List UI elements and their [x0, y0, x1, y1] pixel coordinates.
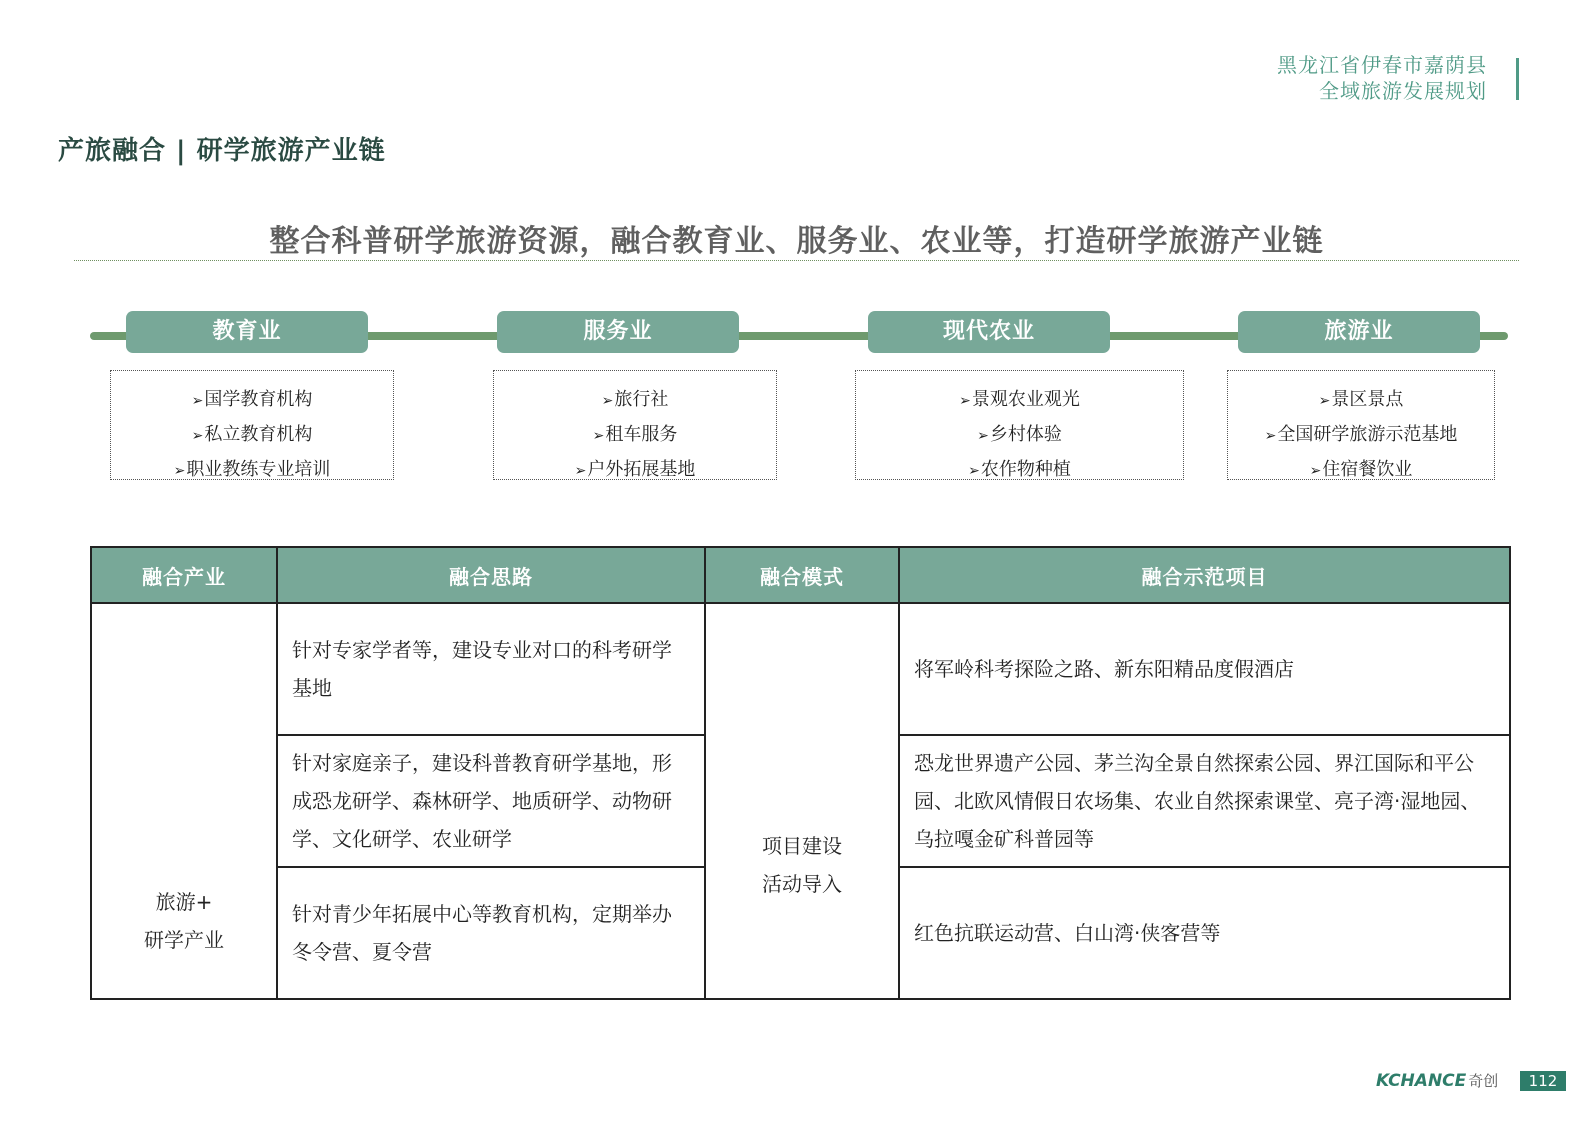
header-line-1: 黑龙江省伊春市嘉荫县: [1277, 53, 1487, 77]
industry-pill-education: 教育业: [126, 311, 368, 353]
list-item: ➢ 住宿餐饮业: [1228, 453, 1494, 488]
header-accent-bar: [1516, 58, 1519, 100]
section-title: 产旅融合 | 研学旅游产业链: [58, 136, 386, 166]
list-item: ➢ 全国研学旅游示范基地: [1228, 418, 1494, 453]
fusion-idea-cell: 针对青少年拓展中心等教育机构，定期举办冬令营、夏令营: [277, 867, 705, 999]
column-header-mode: 融合模式: [705, 547, 899, 603]
logo-text-cn: 奇创: [1468, 1072, 1499, 1090]
industry-box-agriculture: [855, 370, 1184, 480]
header-line-2: 全域旅游发展规划: [1319, 79, 1487, 103]
fusion-mode-line-2: 活动导入: [762, 871, 842, 896]
industry-box-tourism: [1227, 370, 1495, 480]
table-header-row: [91, 547, 1510, 603]
fusion-idea-cell: 针对家庭亲子，建设科普教育研学基地，形成恐龙研学、森林研学、地质研学、动物研学、文化研学、农业研学: [277, 735, 705, 867]
list-item: ➢ 户外拓展基地: [494, 453, 776, 488]
fusion-project-cell: 恐龙世界遗产公园、茅兰沟全景自然探索公园、界江国际和平公园、北欧风情假日农场集、农业自然探索课堂、亮子湾·湿地园、乌拉嘎金矿科普园等: [899, 735, 1510, 867]
list-item: ➢ 租车服务: [494, 418, 776, 453]
column-header-industry: 融合产业: [91, 547, 277, 603]
fusion-project-cell: 红色抗联运动营、白山湾·侠客营等: [899, 867, 1510, 999]
fusion-idea-cell: 针对专家学者等，建设专业对口的科考研学基地: [277, 603, 705, 735]
industry-pill-agriculture: 现代农业: [868, 311, 1110, 353]
fusion-industry-cell: [91, 603, 277, 999]
list-item: ➢ 国学教育机构: [111, 383, 393, 418]
kchance-logo: [1376, 1070, 1498, 1091]
page-number: 112: [1520, 1071, 1566, 1091]
fusion-project-cell: 将军岭科考探险之路、新东阳精品度假酒店: [899, 603, 1510, 735]
industry-box-education: [110, 370, 394, 480]
logo-text: KCHANCE: [1376, 1071, 1467, 1091]
table-row: [91, 603, 1510, 735]
fusion-mode-cell: [705, 603, 899, 999]
industry-pill-service: 服务业: [497, 311, 739, 353]
column-header-project: 融合示范项目: [899, 547, 1510, 603]
list-item: ➢ 景区景点: [1228, 383, 1494, 418]
headline: 整合科普研学旅游资源，融合教育业、服务业、农业等，打造研学旅游产业链: [269, 224, 1324, 259]
headline-divider: [74, 260, 1519, 261]
fusion-table: [90, 546, 1511, 1000]
list-item: ➢ 职业教练专业培训: [111, 453, 393, 488]
list-item: ➢ 景观农业观光: [856, 383, 1183, 418]
list-item: ➢ 私立教育机构: [111, 418, 393, 453]
list-item: ➢ 旅行社: [494, 383, 776, 418]
fusion-mode-line-1: 项目建设: [762, 833, 842, 858]
document-header: [1277, 52, 1487, 104]
column-header-idea: 融合思路: [277, 547, 705, 603]
list-item: ➢ 农作物种植: [856, 453, 1183, 488]
list-item: ➢ 乡村体验: [856, 418, 1183, 453]
fusion-industry-line-1: 旅游+: [155, 890, 213, 914]
fusion-industry-line-2: 研学产业: [144, 928, 224, 952]
industry-box-service: [493, 370, 777, 480]
industry-pill-tourism: 旅游业: [1238, 311, 1480, 353]
